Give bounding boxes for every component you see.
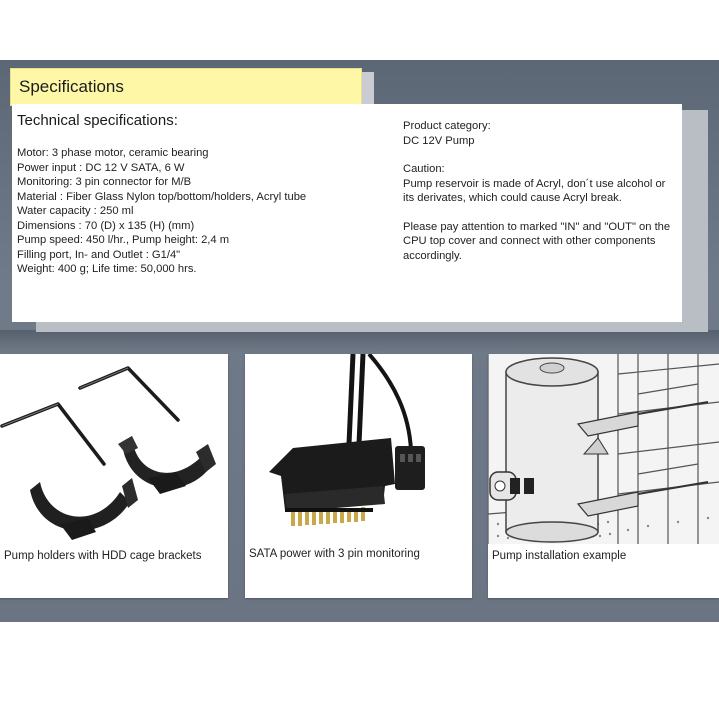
spec-item: Power input : DC 12 V SATA, 6 W: [17, 161, 185, 174]
spec-panel: [12, 104, 682, 322]
photo-card-installation: [488, 354, 719, 598]
product-info: [403, 119, 673, 263]
attention-text: Please pay attention to marked "IN" and "OUT" on the CPU top cover and connect with other components accordingly.: [403, 220, 671, 262]
category-label: Product category:: [403, 120, 491, 132]
technical-heading: Technical specifications:: [17, 112, 178, 129]
photo-caption: Pump installation example: [492, 550, 627, 562]
section-title-bar: [10, 68, 362, 106]
pump-installation-image: [488, 354, 719, 544]
spec-item: Filling port, In- and Outlet : G1/4": [17, 248, 181, 261]
sata-connector-image: [245, 354, 472, 544]
spec-item: Dimensions : 70 (D) x 135 (H) (mm): [17, 219, 195, 232]
photo-caption: SATA power with 3 pin monitoring: [249, 548, 420, 560]
spec-item: Monitoring: 3 pin connector for M/B: [17, 176, 192, 188]
pump-holders-image: [0, 354, 228, 544]
technical-spec-list: [17, 146, 306, 277]
spec-item: Material : Fiber Glass Nylon top/bottom/holders, Acryl tube: [17, 190, 307, 203]
photo-caption: Pump holders with HDD cage brackets: [4, 550, 202, 562]
caution-text: Pump reservoir is made of Acryl, don´t use alcohol or its derivates, which could cause Acryl break.: [403, 177, 666, 204]
spec-item: Weight: 400 g; Life time: 50,000 hrs.: [17, 263, 197, 275]
page-title: Specifications: [19, 77, 124, 96]
spec-item: Motor: 3 phase motor, ceramic bearing: [17, 147, 209, 159]
caution-label: Caution:: [403, 163, 445, 175]
spec-item: Pump speed: 450 l/hr., Pump height: 2,4 m: [17, 234, 230, 246]
band-shadow: [0, 330, 719, 352]
category-value: DC 12V Pump: [403, 134, 475, 147]
photo-card-sata-power: [245, 354, 472, 598]
photo-card-pump-holders: [0, 354, 228, 598]
spec-item: Water capacity : 250 ml: [17, 205, 134, 217]
